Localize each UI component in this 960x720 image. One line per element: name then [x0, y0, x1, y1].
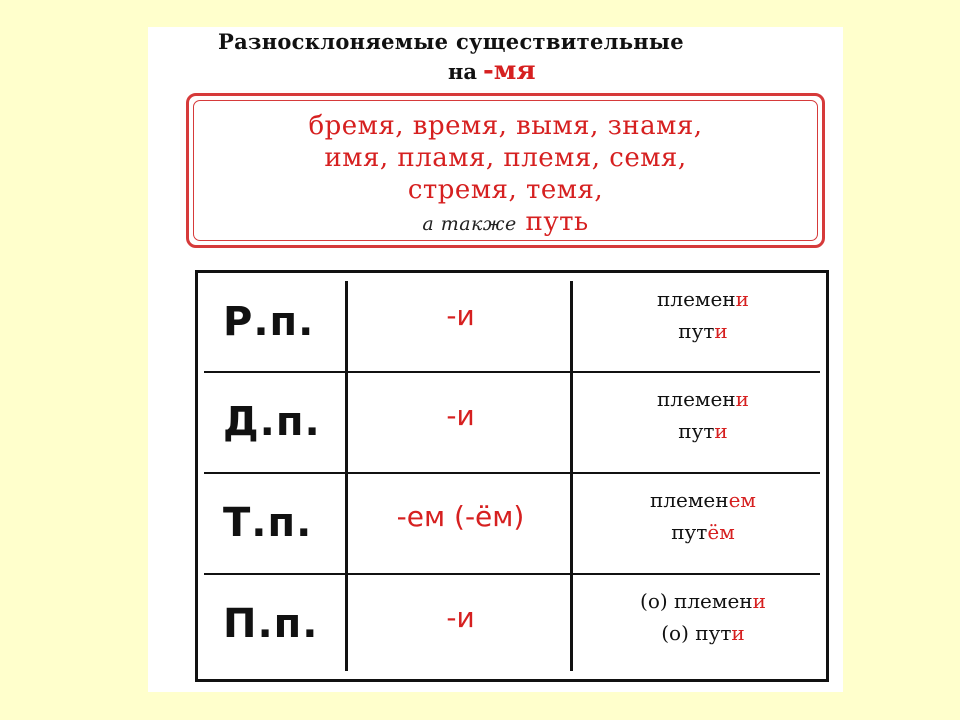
case-label: П.п. — [223, 601, 319, 647]
title-line-1: Разносклоняемые существительные — [218, 29, 684, 54]
word-line-2: имя, пламя, племя, семя, — [324, 143, 687, 173]
example-ending: и — [735, 287, 749, 311]
title-line-2 — [448, 56, 818, 86]
word-list-box — [186, 93, 825, 248]
example-stem: племен — [657, 387, 736, 411]
example-word-2 — [578, 415, 828, 447]
example-ending: и — [714, 419, 728, 443]
example-stem: (о) племен — [640, 589, 753, 613]
case-ending: -и — [446, 601, 475, 634]
case-label: Р.п. — [223, 299, 315, 345]
case-label: Т.п. — [223, 500, 313, 546]
case-ending: -и — [446, 399, 475, 432]
example-ending: и — [714, 319, 728, 343]
example-stem: пут — [678, 419, 715, 443]
example-stem: племен — [657, 287, 736, 311]
table-row — [198, 275, 826, 373]
example-word-2 — [578, 315, 828, 347]
example-stem: пут — [678, 319, 715, 343]
word-list — [189, 110, 822, 240]
case-label: Д.п. — [223, 399, 321, 445]
table-row — [198, 577, 826, 675]
title-suffix: -мя — [482, 56, 536, 86]
example-cell — [578, 585, 828, 649]
example-ending: и — [735, 387, 749, 411]
example-stem: (о) пут — [661, 621, 732, 645]
example-ending: ем — [728, 488, 756, 512]
example-stem: пут — [671, 520, 708, 544]
case-ending: -ем (-ём) — [396, 500, 525, 533]
example-word-1 — [578, 283, 828, 315]
example-ending: и — [752, 589, 766, 613]
example-cell — [578, 484, 828, 548]
table-row — [198, 375, 826, 473]
case-ending: -и — [446, 299, 475, 332]
rule-sheet — [148, 27, 843, 692]
example-word-1 — [578, 484, 828, 516]
case-endings-table — [195, 270, 829, 682]
title-prefix: на — [448, 59, 477, 84]
also-label: а также — [422, 213, 517, 235]
example-cell — [578, 283, 828, 347]
example-word-1 — [578, 383, 828, 415]
example-ending: и — [731, 621, 745, 645]
word-line-3: стремя, темя, — [407, 175, 604, 205]
page-title — [218, 29, 818, 86]
example-word-2 — [578, 617, 828, 649]
example-stem: племен — [650, 488, 729, 512]
word-line-1: бремя, время, вымя, знамя, — [308, 111, 703, 141]
example-cell — [578, 383, 828, 447]
example-ending: ём — [707, 520, 735, 544]
extra-word: путь — [525, 207, 589, 237]
example-word-2 — [578, 516, 828, 548]
example-word-1 — [578, 585, 828, 617]
table-row — [198, 476, 826, 574]
word-line-4 — [189, 206, 822, 240]
